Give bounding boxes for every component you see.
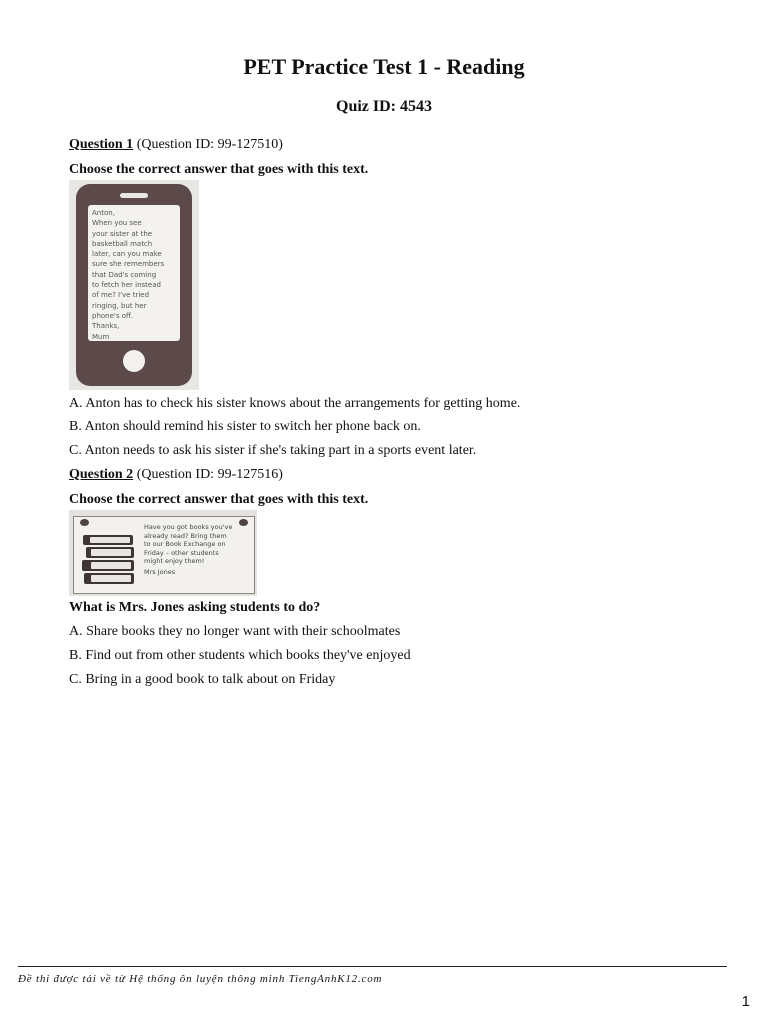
question-1-option-a[interactable]: A. Anton has to check his sister knows about the arrangements for getting home. xyxy=(69,396,521,411)
notice-text xyxy=(144,523,250,577)
message-line: ringing, but her xyxy=(92,301,147,310)
notice-line: might enjoy them! xyxy=(144,557,205,566)
message-line: Anton, xyxy=(92,209,115,217)
message-line: When you see xyxy=(92,219,142,228)
phone-message-image xyxy=(69,180,199,390)
notice-image xyxy=(69,510,257,596)
question-2-option-a[interactable]: A. Share books they no longer want with their schoolmates xyxy=(69,624,401,639)
question-2-prompt: What is Mrs. Jones asking students to do? xyxy=(69,600,321,615)
message-line: that Dad's coming xyxy=(92,270,157,279)
notice-line: Friday – other students xyxy=(144,548,219,557)
book-icon xyxy=(86,547,134,558)
book-icon xyxy=(82,560,134,571)
phone-icon xyxy=(76,184,192,386)
notice-signature: Mrs Jones xyxy=(144,567,176,576)
question-1-id: (Question ID: 99-127510) xyxy=(136,137,283,152)
message-line: your sister at the xyxy=(92,229,153,238)
page-title: PET Practice Test 1 - Reading xyxy=(243,54,525,79)
message-line: Thanks, xyxy=(92,322,120,331)
phone-home-button xyxy=(123,350,145,372)
message-line: Mum xyxy=(92,332,110,341)
book-icon xyxy=(83,535,133,545)
book-icon xyxy=(84,573,134,584)
notice-line: to our Book Exchange on xyxy=(144,540,226,549)
phone-speaker xyxy=(120,193,148,198)
message-line: basketball match xyxy=(92,239,153,248)
phone-screen xyxy=(88,205,180,341)
question-1-option-b[interactable]: B. Anton should remind his sister to switch her phone back on. xyxy=(69,419,421,434)
question-1-option-c[interactable]: C. Anton needs to ask his sister if she's taking part in a sports event later. xyxy=(69,443,477,458)
question-2-instruction: Choose the correct answer that goes with this text. xyxy=(69,492,369,507)
footer-text: Đề thi được tải về từ Hệ thống ôn luyện thông minh TiengAnhK12.com xyxy=(18,973,383,985)
message-line: to fetch her instead xyxy=(92,281,161,290)
message-line: sure she remembers xyxy=(92,260,165,269)
message-line: of me? I've tried xyxy=(92,291,150,300)
question-2-number: Question 2 xyxy=(69,467,134,482)
footer-divider xyxy=(18,966,727,967)
question-2-option-c[interactable]: C. Bring in a good book to talk about on Friday xyxy=(69,672,336,687)
notice-board xyxy=(73,516,255,594)
question-1-number: Question 1 xyxy=(69,137,134,152)
notice-line: already read? Bring them xyxy=(144,531,227,540)
notice-line: Have you got books you've xyxy=(144,523,233,531)
page-number: 1 xyxy=(741,993,750,1010)
speech-bubble-icon xyxy=(80,519,89,526)
message-line: later, can you make xyxy=(92,250,162,259)
question-2-id: (Question ID: 99-127516) xyxy=(136,467,283,482)
question-2-header xyxy=(69,466,283,484)
quiz-id: Quiz ID: 4543 xyxy=(336,98,432,115)
question-2-option-b[interactable]: B. Find out from other students which books they've enjoyed xyxy=(69,648,411,663)
question-1-header xyxy=(69,136,283,154)
question-1-instruction: Choose the correct answer that goes with this text. xyxy=(69,162,369,177)
message-line: phone's off. xyxy=(92,311,134,320)
